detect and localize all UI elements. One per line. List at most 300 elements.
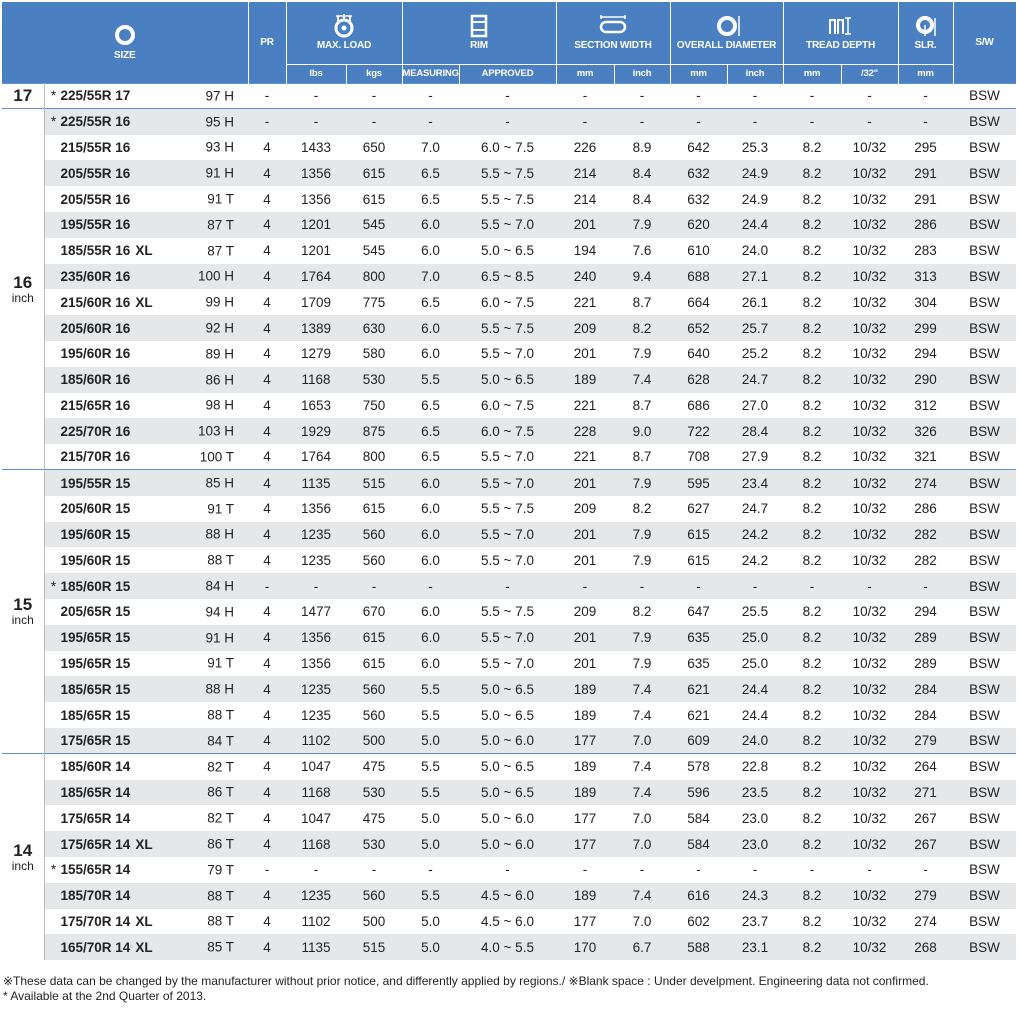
cell-measuring: 5.0 xyxy=(402,934,459,960)
cell-sw: BSW xyxy=(953,909,1016,935)
cell-measuring: 5.0 xyxy=(402,831,459,857)
cell-od-mm: 588 xyxy=(670,934,727,960)
cell-sw-mm: 221 xyxy=(556,393,614,419)
cell-sw-mm: 194 xyxy=(556,238,614,264)
cell-slr: - xyxy=(898,573,953,599)
cell-sw-inch: 7.9 xyxy=(614,651,670,677)
cell-kgs: 560 xyxy=(346,547,402,573)
cell-td-mm: 8.2 xyxy=(783,831,841,857)
cell-sw: BSW xyxy=(953,625,1016,651)
cell-td-mm: 8.2 xyxy=(783,264,841,290)
cell-od-inch: 27.1 xyxy=(727,264,783,290)
tire-ring-icon xyxy=(2,24,248,46)
tire-size-cell xyxy=(44,109,248,135)
cell-sw-inch: - xyxy=(614,109,670,135)
cell-sw: BSW xyxy=(953,676,1016,702)
cell-lbs: - xyxy=(286,573,346,599)
cell-od-inch: 26.1 xyxy=(727,289,783,315)
load-speed-index: 86 T xyxy=(207,784,234,800)
cell-pr: 4 xyxy=(248,702,286,728)
cell-od-mm: - xyxy=(670,573,727,599)
load-speed-index: 91 H xyxy=(205,165,234,181)
tire-size: 215/55R 16 xyxy=(60,139,131,155)
max-load-header: MAX. LOAD xyxy=(286,2,402,64)
cell-od-mm: 595 xyxy=(670,470,727,496)
table-row xyxy=(2,702,1016,728)
cell-approved: - xyxy=(459,857,556,883)
tire-size: 205/55R 16 xyxy=(60,165,131,181)
cell-kgs: 500 xyxy=(346,909,402,935)
cell-od-mm: - xyxy=(670,109,727,135)
cell-td-32: 10/32 xyxy=(841,393,898,419)
cell-sw-inch: 8.9 xyxy=(614,135,670,161)
cell-od-inch: 23.5 xyxy=(727,780,783,806)
cell-td-32: 10/32 xyxy=(841,728,898,754)
cell-lbs: 1389 xyxy=(286,315,346,341)
cell-pr: 4 xyxy=(248,444,286,470)
cell-od-mm: 621 xyxy=(670,702,727,728)
cell-sw-inch: 7.0 xyxy=(614,728,670,754)
cell-td-mm: 8.2 xyxy=(783,909,841,935)
tire-size: 185/65R 15 xyxy=(60,681,131,697)
cell-sw: BSW xyxy=(953,547,1016,573)
load-speed-index: 82 T xyxy=(207,759,234,775)
cell-slr: 271 xyxy=(898,780,953,806)
cell-measuring: 6.5 xyxy=(402,186,459,212)
cell-slr: 283 xyxy=(898,238,953,264)
cell-lbs: 1709 xyxy=(286,289,346,315)
tire-size: 195/60R 16 xyxy=(60,346,131,362)
cell-td-32: 10/32 xyxy=(841,444,898,470)
tire-size: 185/65R 14 xyxy=(60,784,131,800)
load-speed-index: 88 T xyxy=(207,913,234,929)
cell-td-32: 10/32 xyxy=(841,599,898,625)
tire-size: 195/65R 15 xyxy=(60,655,131,671)
tire-size-cell xyxy=(44,341,248,367)
tread-depth-icon xyxy=(784,14,898,36)
cell-sw-mm: 189 xyxy=(556,676,614,702)
cell-sw-mm: 201 xyxy=(556,341,614,367)
tire-size: 195/60R 15 xyxy=(60,526,131,542)
load-speed-index: 92 H xyxy=(205,320,234,336)
tire-size: 195/55R 16 xyxy=(60,217,131,233)
table-row xyxy=(2,780,1016,806)
cell-slr: 289 xyxy=(898,625,953,651)
cell-od-mm: 620 xyxy=(670,212,727,238)
tire-size: 185/65R 15 xyxy=(60,707,131,723)
cell-pr: - xyxy=(248,109,286,135)
cell-measuring: 6.0 xyxy=(402,212,459,238)
cell-sw: BSW xyxy=(953,831,1016,857)
cell-sw: BSW xyxy=(953,393,1016,419)
tire-size-cell xyxy=(44,857,248,883)
table-row xyxy=(2,883,1016,909)
cell-sw-mm: - xyxy=(556,573,614,599)
section-width-icon xyxy=(557,14,670,36)
cell-od-mm: 647 xyxy=(670,599,727,625)
cell-td-mm: 8.2 xyxy=(783,186,841,212)
load-speed-index: 88 T xyxy=(207,552,234,568)
cell-lbs: 1279 xyxy=(286,341,346,367)
tire-size: 195/65R 15 xyxy=(60,630,131,646)
tire-size-cell xyxy=(44,496,248,522)
cell-measuring: 5.5 xyxy=(402,367,459,393)
tire-size-cell xyxy=(44,315,248,341)
cell-od-mm: 627 xyxy=(670,496,727,522)
static-loaded-radius-icon xyxy=(899,14,953,36)
cell-sw: BSW xyxy=(953,367,1016,393)
cell-td-32: - xyxy=(841,83,898,109)
cell-sw: BSW xyxy=(953,315,1016,341)
cell-od-inch: 23.1 xyxy=(727,934,783,960)
cell-kgs: 670 xyxy=(346,599,402,625)
cell-od-mm: 640 xyxy=(670,341,727,367)
cell-td-32: 10/32 xyxy=(841,651,898,677)
cell-od-mm: 686 xyxy=(670,393,727,419)
rim-size-group xyxy=(2,754,44,960)
table-row xyxy=(2,83,1016,109)
cell-sw: BSW xyxy=(953,341,1016,367)
cell-kgs: 750 xyxy=(346,393,402,419)
cell-measuring: 6.0 xyxy=(402,315,459,341)
cell-sw: BSW xyxy=(953,702,1016,728)
cell-sw-inch: 8.7 xyxy=(614,444,670,470)
cell-td-32: 10/32 xyxy=(841,522,898,548)
cell-od-mm: 578 xyxy=(670,754,727,780)
cell-sw-inch: 7.9 xyxy=(614,547,670,573)
cell-slr: 291 xyxy=(898,160,953,186)
cell-measuring: 5.5 xyxy=(402,702,459,728)
cell-slr: 289 xyxy=(898,651,953,677)
load-speed-index: 79 T xyxy=(207,862,234,878)
tire-size: 205/55R 16 xyxy=(60,191,131,207)
cell-pr: 4 xyxy=(248,805,286,831)
cell-kgs: 615 xyxy=(346,160,402,186)
cell-kgs: 530 xyxy=(346,780,402,806)
cell-kgs: 630 xyxy=(346,315,402,341)
cell-measuring: 5.5 xyxy=(402,754,459,780)
cell-slr: 286 xyxy=(898,212,953,238)
tire-size-cell xyxy=(44,599,248,625)
cell-sw-mm: 177 xyxy=(556,909,614,935)
cell-lbs: 1356 xyxy=(286,186,346,212)
cell-td-mm: 8.2 xyxy=(783,599,841,625)
cell-od-inch: 24.3 xyxy=(727,883,783,909)
cell-lbs: - xyxy=(286,109,346,135)
cell-approved: 5.5 ~ 7.0 xyxy=(459,470,556,496)
cell-measuring: 6.5 xyxy=(402,418,459,444)
cell-measuring: 6.5 xyxy=(402,289,459,315)
cell-od-mm: 610 xyxy=(670,238,727,264)
unit-td-mm: mm xyxy=(783,64,841,83)
cell-kgs: 800 xyxy=(346,264,402,290)
cell-td-mm: 8.2 xyxy=(783,547,841,573)
table-row xyxy=(2,367,1016,393)
cell-pr: 4 xyxy=(248,393,286,419)
cell-kgs: 545 xyxy=(346,238,402,264)
cell-sw-mm: 240 xyxy=(556,264,614,290)
cell-lbs: 1201 xyxy=(286,238,346,264)
unit-lbs: lbs xyxy=(286,64,346,83)
cell-approved: 5.0 ~ 6.0 xyxy=(459,831,556,857)
xl-badge: XL xyxy=(135,243,153,259)
cell-slr: 290 xyxy=(898,367,953,393)
cell-sw-inch: 9.4 xyxy=(614,264,670,290)
tire-size-cell xyxy=(44,367,248,393)
tire-size: 175/65R 14 xyxy=(60,836,131,852)
cell-od-inch: 23.7 xyxy=(727,909,783,935)
tire-size-cell xyxy=(44,805,248,831)
overall-diameter-header: OVERALL DIAMETER xyxy=(670,2,783,64)
cell-td-mm: 8.2 xyxy=(783,341,841,367)
cell-sw-mm: 209 xyxy=(556,315,614,341)
cell-slr: 282 xyxy=(898,522,953,548)
cell-approved: 6.0 ~ 7.5 xyxy=(459,289,556,315)
tire-size: 185/55R 16 xyxy=(60,243,131,259)
cell-td-mm: 8.2 xyxy=(783,496,841,522)
header-row xyxy=(2,2,1016,64)
table-row xyxy=(2,754,1016,780)
cell-kgs: 530 xyxy=(346,367,402,393)
cell-sw-mm: 201 xyxy=(556,470,614,496)
cell-lbs: 1356 xyxy=(286,160,346,186)
cell-sw: BSW xyxy=(953,470,1016,496)
table-row xyxy=(2,289,1016,315)
cell-sw-inch: 8.7 xyxy=(614,393,670,419)
tire-size-cell xyxy=(44,418,248,444)
cell-kgs: - xyxy=(346,857,402,883)
xl-badge: XL xyxy=(135,836,153,852)
cell-measuring: - xyxy=(402,857,459,883)
cell-sw: BSW xyxy=(953,496,1016,522)
cell-approved: 5.5 ~ 7.5 xyxy=(459,186,556,212)
cell-measuring: 6.0 xyxy=(402,238,459,264)
group-unit: inch xyxy=(11,290,34,305)
cell-approved: 5.5 ~ 7.0 xyxy=(459,444,556,470)
load-speed-index: 91 H xyxy=(205,630,234,646)
cell-approved: 6.0 ~ 7.5 xyxy=(459,135,556,161)
cell-od-inch: 25.5 xyxy=(727,599,783,625)
table-row xyxy=(2,393,1016,419)
cell-sw-inch: 7.6 xyxy=(614,238,670,264)
cell-od-mm: 596 xyxy=(670,780,727,806)
cell-sw-inch: - xyxy=(614,857,670,883)
group-unit: inch xyxy=(11,613,34,628)
cell-lbs: 1764 xyxy=(286,264,346,290)
cell-od-mm: 616 xyxy=(670,883,727,909)
group-number: 16 xyxy=(13,272,33,292)
cell-od-mm: 642 xyxy=(670,135,727,161)
tire-size-cell xyxy=(44,780,248,806)
cell-slr: 268 xyxy=(898,934,953,960)
cell-od-inch: 24.2 xyxy=(727,547,783,573)
cell-approved: 4.0 ~ 5.5 xyxy=(459,934,556,960)
cell-measuring: - xyxy=(402,109,459,135)
cell-od-mm: 628 xyxy=(670,367,727,393)
cell-od-inch: 24.0 xyxy=(727,728,783,754)
cell-td-32: 10/32 xyxy=(841,934,898,960)
cell-od-inch: 23.4 xyxy=(727,470,783,496)
cell-approved: - xyxy=(459,109,556,135)
tire-size-cell xyxy=(44,676,248,702)
cell-od-inch: 22.8 xyxy=(727,754,783,780)
cell-pr: 4 xyxy=(248,676,286,702)
cell-sw: BSW xyxy=(953,186,1016,212)
cell-slr: 264 xyxy=(898,754,953,780)
rim-size-group xyxy=(2,470,44,754)
cell-od-inch: 28.4 xyxy=(727,418,783,444)
cell-measuring: 5.0 xyxy=(402,909,459,935)
group-number: 14 xyxy=(13,840,33,860)
cell-td-32: 10/32 xyxy=(841,135,898,161)
cell-td-mm: 8.2 xyxy=(783,934,841,960)
cell-od-mm: 688 xyxy=(670,264,727,290)
cell-sw-inch: 8.2 xyxy=(614,315,670,341)
cell-od-inch: 24.7 xyxy=(727,496,783,522)
cell-pr: 4 xyxy=(248,186,286,212)
tire-size: 165/70R 14 xyxy=(60,939,131,955)
tire-size-cell xyxy=(44,264,248,290)
cell-td-mm: 8.2 xyxy=(783,780,841,806)
tire-size: 215/60R 16 xyxy=(60,294,131,310)
cell-sw-inch: 8.7 xyxy=(614,289,670,315)
cell-slr: 267 xyxy=(898,831,953,857)
tire-size: 155/65R 14 xyxy=(60,862,131,878)
load-speed-index: 84 H xyxy=(205,578,234,594)
load-speed-index: 95 H xyxy=(205,114,234,130)
cell-lbs: 1235 xyxy=(286,522,346,548)
load-speed-index: 85 H xyxy=(205,475,234,491)
cell-od-inch: 25.7 xyxy=(727,315,783,341)
cell-od-mm: 635 xyxy=(670,625,727,651)
load-speed-index: 85 T xyxy=(207,939,234,955)
cell-measuring: 5.5 xyxy=(402,676,459,702)
cell-sw: BSW xyxy=(953,857,1016,883)
cell-td-32: 10/32 xyxy=(841,470,898,496)
tire-size-cell xyxy=(44,702,248,728)
cell-td-mm: 8.2 xyxy=(783,702,841,728)
tire-size: 225/55R 16 xyxy=(60,114,131,130)
tire-size-cell xyxy=(44,934,248,960)
cell-sw: BSW xyxy=(953,160,1016,186)
cell-kgs: 515 xyxy=(346,934,402,960)
cell-slr: 312 xyxy=(898,393,953,419)
load-speed-index: 99 H xyxy=(205,294,234,310)
cell-td-mm: 8.2 xyxy=(783,470,841,496)
tire-size-cell xyxy=(44,909,248,935)
xl-badge: XL xyxy=(135,294,153,310)
cell-slr: 267 xyxy=(898,805,953,831)
cell-approved: 6.5 ~ 8.5 xyxy=(459,264,556,290)
cell-od-inch: 24.9 xyxy=(727,160,783,186)
cell-measuring: 6.0 xyxy=(402,522,459,548)
cell-kgs: 545 xyxy=(346,212,402,238)
cell-od-inch: 24.4 xyxy=(727,702,783,728)
cell-lbs: 1433 xyxy=(286,135,346,161)
tire-size-cell xyxy=(44,83,248,109)
cell-od-inch: 27.9 xyxy=(727,444,783,470)
table-row xyxy=(2,805,1016,831)
table-row xyxy=(2,238,1016,264)
tire-size-cell xyxy=(44,831,248,857)
load-speed-index: 91 T xyxy=(207,655,234,671)
cell-pr: 4 xyxy=(248,264,286,290)
cell-measuring: 5.5 xyxy=(402,883,459,909)
tire-size-cell xyxy=(44,547,248,573)
cell-sw-inch: 7.0 xyxy=(614,805,670,831)
cell-slr: 282 xyxy=(898,547,953,573)
cell-od-inch: 24.4 xyxy=(727,676,783,702)
section-width-header: SECTION WIDTH xyxy=(556,2,670,64)
tire-size-cell xyxy=(44,186,248,212)
cell-measuring: 6.0 xyxy=(402,496,459,522)
cell-td-mm: 8.2 xyxy=(783,676,841,702)
cell-sw-mm: 201 xyxy=(556,651,614,677)
tire-size: 185/70R 14 xyxy=(60,888,131,904)
load-speed-index: 98 H xyxy=(205,397,234,413)
cell-sw: BSW xyxy=(953,934,1016,960)
cell-lbs: 1356 xyxy=(286,651,346,677)
cell-approved: 5.0 ~ 6.5 xyxy=(459,367,556,393)
unit-sw-mm: mm xyxy=(556,64,614,83)
load-speed-index: 88 H xyxy=(205,681,234,697)
tire-size-cell xyxy=(44,393,248,419)
cell-kgs: 615 xyxy=(346,186,402,212)
load-speed-index: 91 T xyxy=(207,191,234,207)
cell-lbs: 1929 xyxy=(286,418,346,444)
cell-kgs: - xyxy=(346,573,402,599)
cell-sw-mm: 189 xyxy=(556,780,614,806)
cell-od-mm: 621 xyxy=(670,676,727,702)
cell-lbs: 1102 xyxy=(286,728,346,754)
footnotes xyxy=(3,974,1015,1004)
cell-td-mm: 8.2 xyxy=(783,289,841,315)
cell-od-mm: 609 xyxy=(670,728,727,754)
cell-pr: 4 xyxy=(248,547,286,573)
table-row xyxy=(2,934,1016,960)
cell-td-mm: 8.2 xyxy=(783,728,841,754)
table-row xyxy=(2,909,1016,935)
table-row xyxy=(2,212,1016,238)
cell-sw-inch: 8.2 xyxy=(614,599,670,625)
cell-od-inch: 27.0 xyxy=(727,393,783,419)
cell-slr: - xyxy=(898,857,953,883)
unit-od-inch: inch xyxy=(727,64,783,83)
group-unit: inch xyxy=(11,858,34,873)
cell-sw: BSW xyxy=(953,264,1016,290)
cell-td-32: 10/32 xyxy=(841,264,898,290)
tire-size: 225/70R 16 xyxy=(60,423,131,439)
cell-sw-mm: 189 xyxy=(556,883,614,909)
cell-td-mm: 8.2 xyxy=(783,754,841,780)
cell-sw: BSW xyxy=(953,238,1016,264)
cell-sw-inch: 7.9 xyxy=(614,341,670,367)
cell-measuring: 6.0 xyxy=(402,625,459,651)
tire-size-cell xyxy=(44,651,248,677)
cell-sw-mm: 189 xyxy=(556,754,614,780)
cell-td-32: 10/32 xyxy=(841,186,898,212)
cell-pr: 4 xyxy=(248,831,286,857)
cell-od-inch: - xyxy=(727,573,783,599)
cell-sw-inch: 6.7 xyxy=(614,934,670,960)
cell-td-mm: 8.2 xyxy=(783,805,841,831)
cell-sw: BSW xyxy=(953,83,1016,109)
cell-sw-mm: 209 xyxy=(556,496,614,522)
cell-measuring: 6.0 xyxy=(402,651,459,677)
tire-size-cell xyxy=(44,160,248,186)
cell-od-mm: 632 xyxy=(670,186,727,212)
cell-sw: BSW xyxy=(953,444,1016,470)
